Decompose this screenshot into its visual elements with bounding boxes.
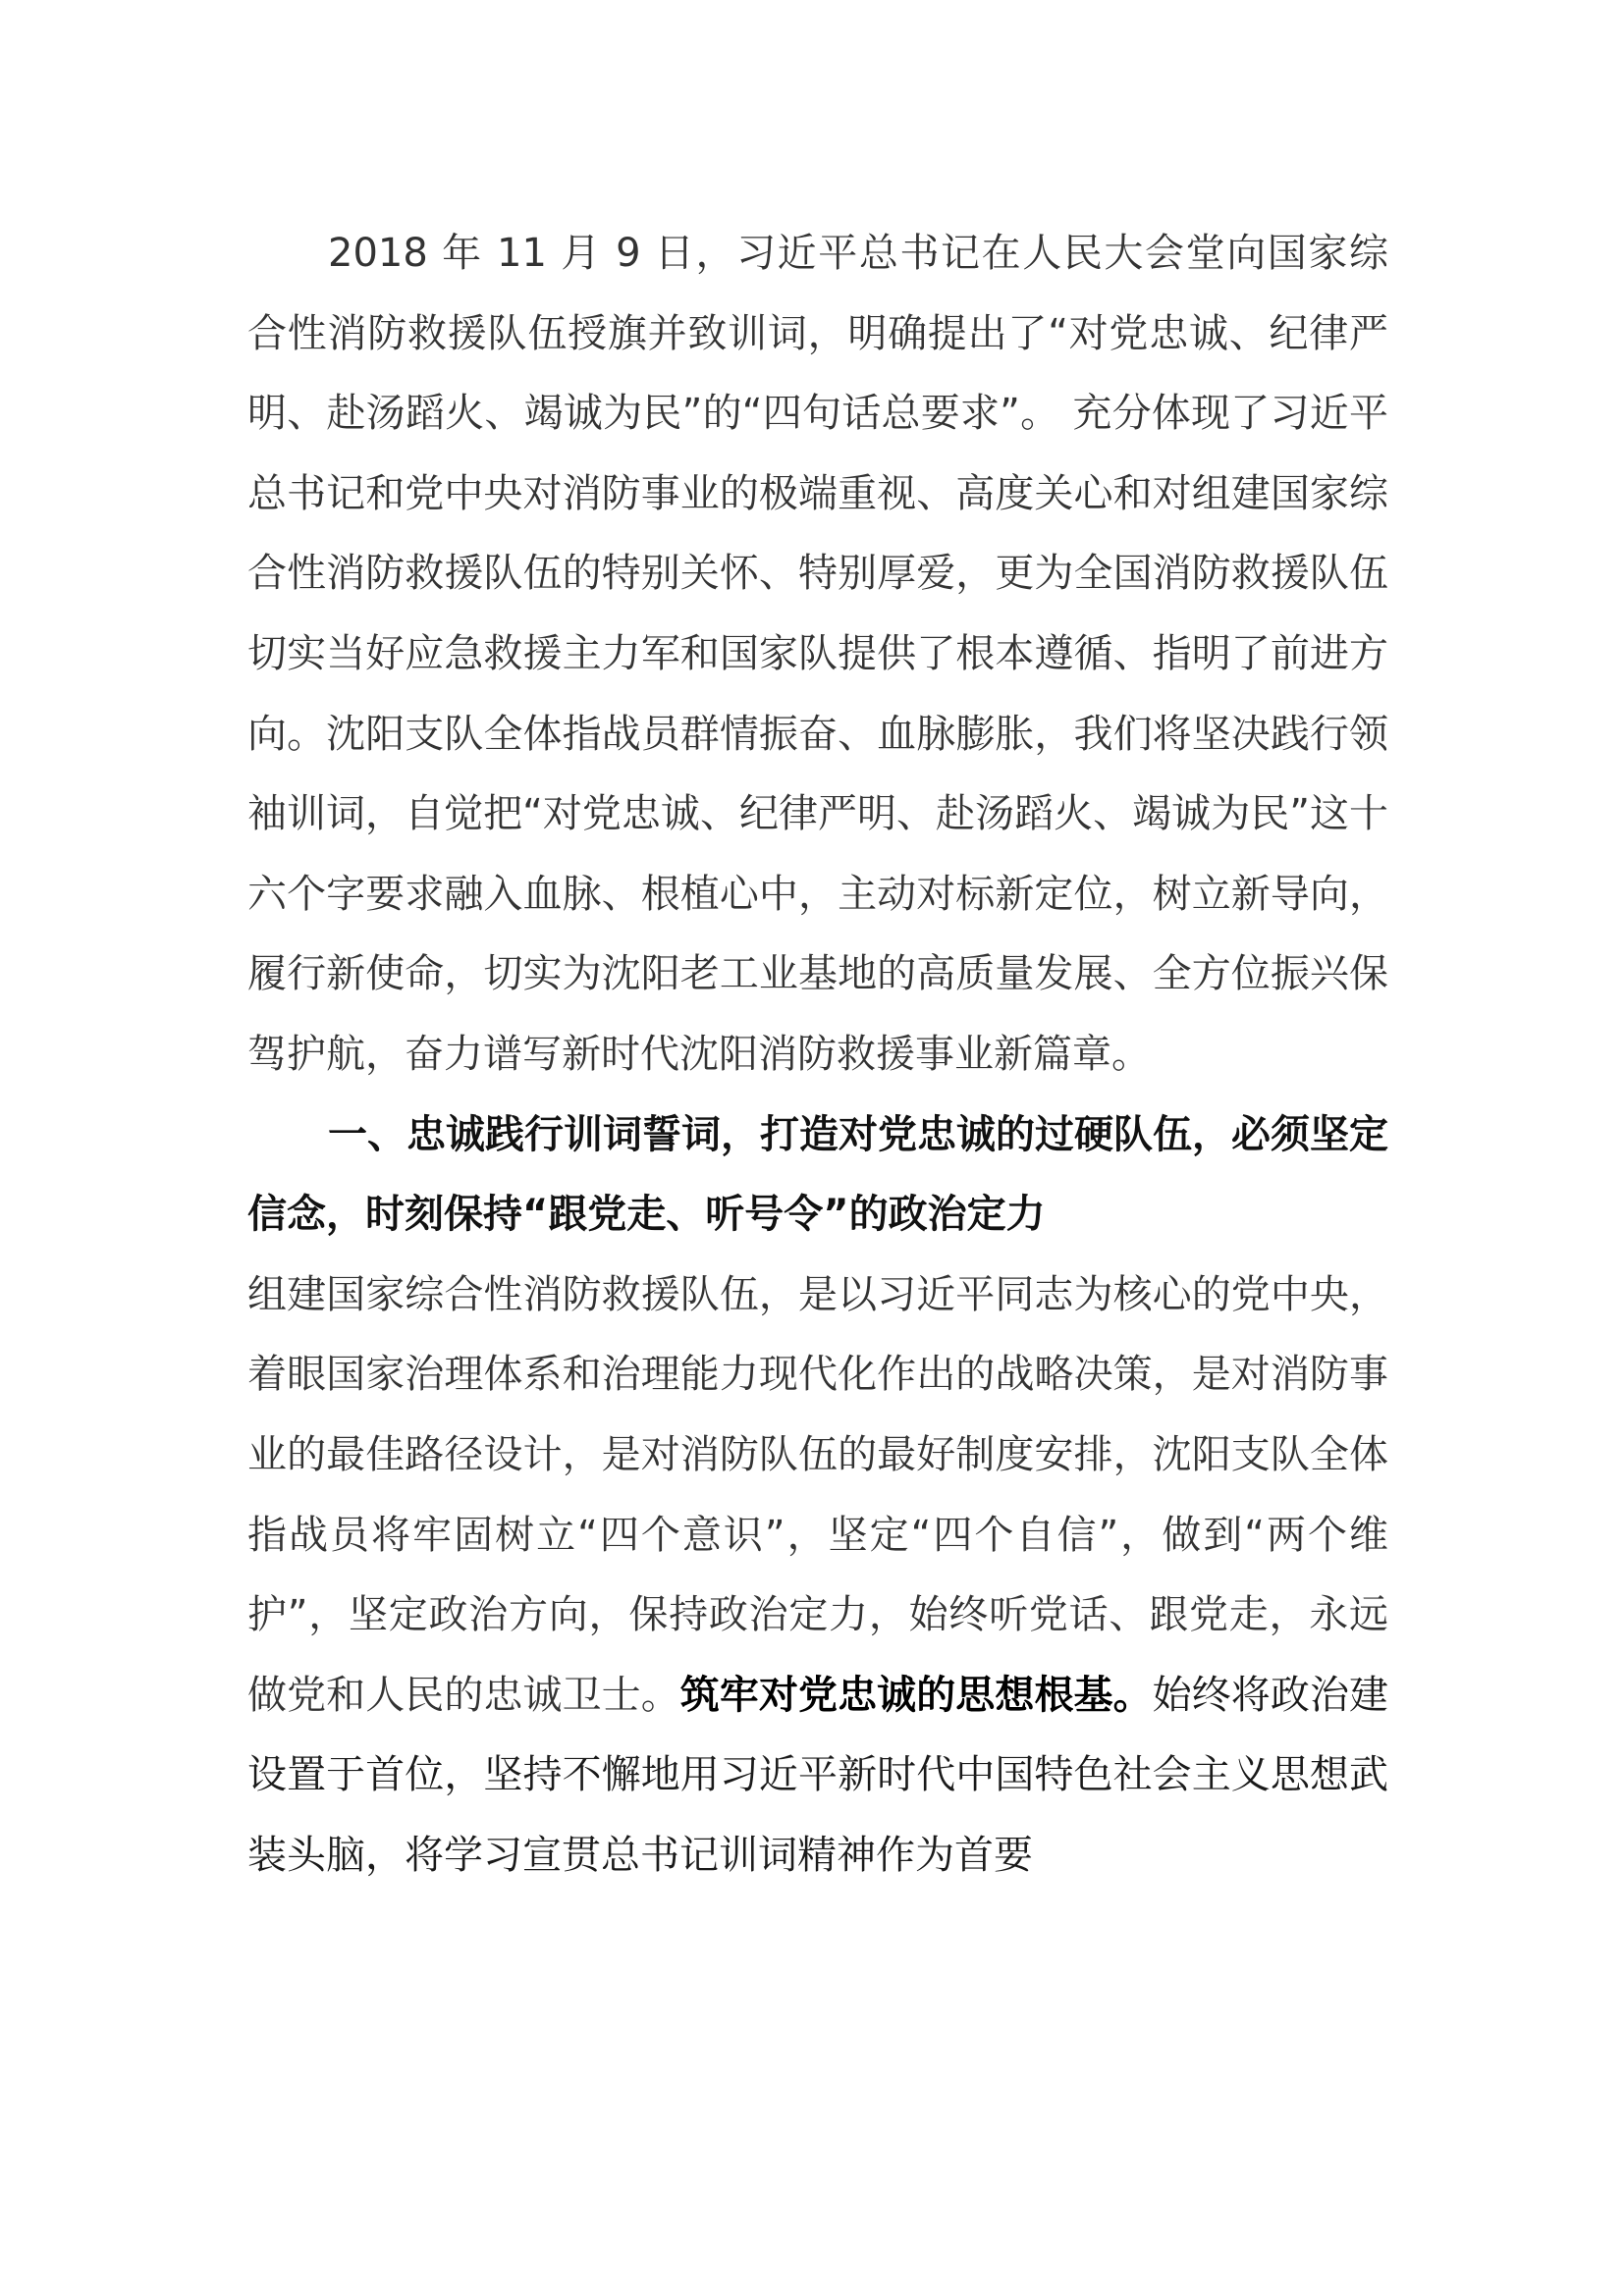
section-1-bold-phrase: 筑牢对党忠诚的思想根基。	[679, 1672, 1153, 1718]
section-1-heading-line-2: 必须坚定信念，时刻保持“跟党走、听号令”的政治定力	[247, 1111, 1388, 1238]
intro-paragraph: 2018 年 11 月 9 日，习近平总书记在人民大会堂向国家综合性消防救援队伍授旗并致训词，明确提出了“对党忠诚、纪律严明、赴汤蹈火、竭诚为民”的“四句话总要求”。 充分体现了习近平总书记和党中央对消防事业的极端重视、高度关心和对组建国家综合性消防救援队伍的特别关怀、特别厚爱，更为全国消防救援队伍切实当好应急救援主力军和国家队提供了根本遵循、指明了前进方向。沈阳支队全体指战员群情振奋、血脉膨胀，我们将坚决践行领袖训词，自觉把“对党忠诚、纪律严明、赴汤蹈火、竭诚为民”这十六个字要求融入血脉、根植心中，主动对标新定位，树立新导向，履行新使命，切实为沈阳老工业基地的高质量发展、全方位振兴保驾护航，奋力谱写新时代沈阳消防救援事业新篇章。	[247, 231, 1388, 1077]
section-1-body-continued: 始终将政治建设置于首位，坚持不懈地用习近平新时代中国特色社会主义思想武装头脑，将学习宣贯总书记训词精神作为首要	[247, 1672, 1389, 1878]
section-1-body	[247, 1255, 1388, 1896]
document-page	[247, 214, 1388, 1896]
section-1-heading	[247, 1095, 1388, 1255]
section-1-heading-line-1: 一、忠诚践行训词誓词，打造对党忠诚的过硬队伍，	[328, 1111, 1231, 1157]
section-1-body-intro: 组建国家综合性消防救援队伍，是以习近平同志为核心的党中央，着眼国家治理体系和治理能力现代化作出的战略决策，是对消防事业的最佳路径设计，是对消防队伍的最好制度安排，沈阳支队全体指战员将牢固树立“四个意识”，坚定“四个自信”，做到“两个维护”，坚定政治方向，保持政治定力，始终听党话、跟党走，永远做党和人民的忠诚卫士。	[247, 1271, 1388, 1718]
